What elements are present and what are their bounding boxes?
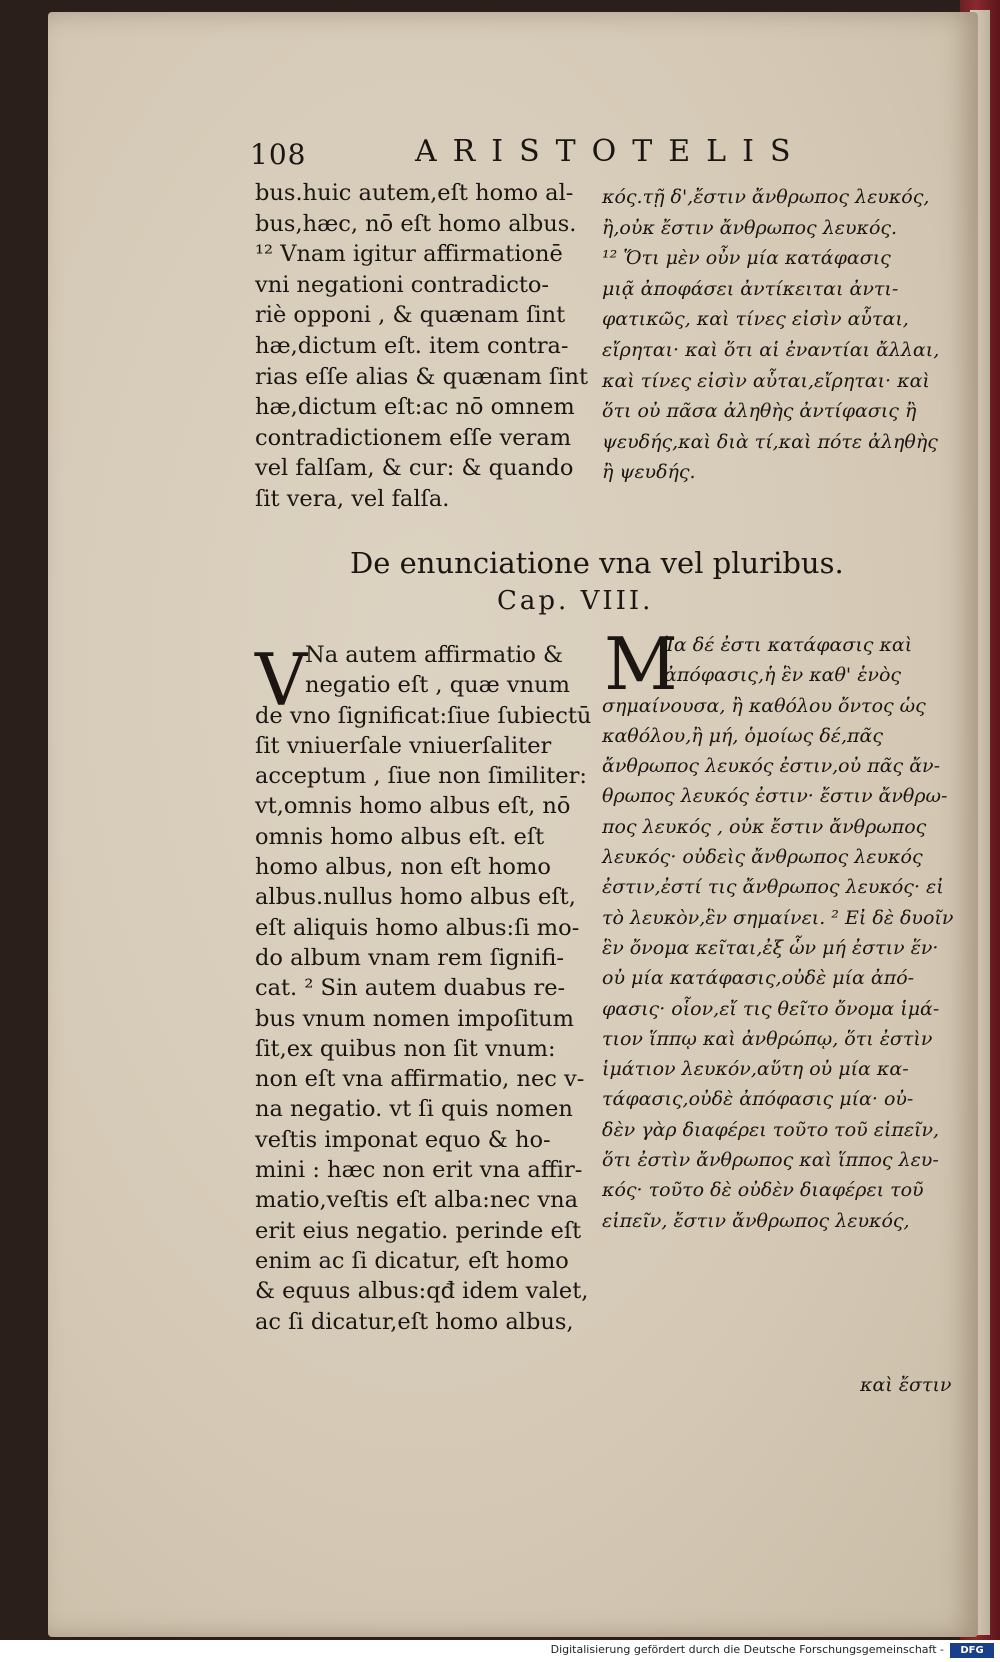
latin-line: acceptum , ſiue non ſimiliter: xyxy=(255,763,587,790)
latin-line: bus.huic autem,eſt homo al- xyxy=(255,180,574,206)
latin-line: de vno ſignificat:ſiue ſubiectū xyxy=(255,702,592,729)
catchword: καὶ ἔστιν xyxy=(860,1374,952,1396)
greek-line: Ἰα δέ ἐστι κατάφασις καὶ xyxy=(664,634,913,656)
latin-line: mini : hæc non erit vna affir- xyxy=(255,1157,583,1184)
latin-line: rias eſſe alias & quænam ſint xyxy=(255,363,589,390)
latin-line: ſit vniuerſale vniuerſaliter xyxy=(255,732,552,759)
latin-line: veſtis imponat equo & ho- xyxy=(255,1126,551,1153)
latin-dropcap: V xyxy=(255,638,307,722)
chapter-heading: Cap. VIII. xyxy=(497,586,654,616)
greek-line: εἴρηται· καὶ ὅτι αἱ ἐναντίαι ἄλλαι, xyxy=(602,338,940,361)
greek-line: οὐ μία κατάφασις,οὐδὲ μία ἀπό- xyxy=(602,967,915,990)
latin-line: ¹² Vnam igitur affirmationē xyxy=(255,241,563,268)
greek-line: ὅτι οὐ πᾶσα ἀληθὴς ἀντίφασις ἢ xyxy=(602,400,917,423)
latin-line: hæ,dictum eſt. item contra- xyxy=(255,332,569,359)
latin-line: hæ,dictum eſt:ac nō omnem xyxy=(255,394,575,421)
latin-line: homo albus, non eſt homo xyxy=(255,854,551,881)
greek-line: τιον ἵππῳ καὶ ἀνθρώπῳ, ὅτι ἐστὶν xyxy=(602,1027,933,1050)
greek-line: καθόλου,ἢ μή, ὁμοίως δέ,πᾶς xyxy=(602,724,883,747)
latin-line: matio,veſtis eſt alba:nec vna xyxy=(255,1187,578,1214)
latin-column-top xyxy=(255,178,589,515)
latin-line: non eſt vna affirmatio, nec v- xyxy=(255,1066,585,1093)
dfg-logo: DFG xyxy=(950,1643,994,1658)
greek-line: κός· τοῦτο δὲ οὐδὲν διαφέρει τοῦ xyxy=(602,1179,924,1202)
page-number: 108 xyxy=(250,138,307,171)
greek-line: ἓν ὄνομα κεῖται,ἐξ ὧν μή ἐστιν ἕν· xyxy=(602,936,939,959)
greek-line: ψευδής,καὶ διὰ τί,καὶ πότε ἀληθὴς xyxy=(602,430,938,453)
greek-line: ἢ,οὐκ ἔστιν ἄνθρωπος λευκός. xyxy=(602,216,898,239)
latin-line: bus vnum nomen impoſitum xyxy=(255,1005,574,1032)
latin-line: vel falſam, & cur: & quando xyxy=(255,455,574,482)
greek-line: ἀπόφασις,ἡ ἓν καθ' ἑνὸς xyxy=(664,664,902,687)
latin-line: omnis homo albus eſt. eſt xyxy=(255,823,545,850)
greek-line: καὶ τίνες εἰσὶν αὗται,εἴρηται· καὶ xyxy=(602,369,930,392)
greek-line: σημαίνουσα, ἢ καθόλου ὄντος ὡς xyxy=(602,694,926,717)
latin-line: Na autem affirmatio & xyxy=(305,642,564,668)
latin-line: enim ac ſi dicatur, eſt homo xyxy=(255,1247,569,1274)
greek-line: ἐστιν,ἐστί τις ἄνθρωπος λευκός· εἰ xyxy=(602,876,944,899)
latin-line: ſit,ex quibus non ſit vnum: xyxy=(255,1035,556,1062)
greek-line: εἰπεῖν, ἔστιν ἄνθρωπος λευκός, xyxy=(602,1209,910,1232)
greek-dropcap: M xyxy=(604,622,678,706)
greek-line: θρωπος λευκός ἐστιν· ἔστιν ἄνθρω- xyxy=(602,785,948,808)
latin-line: albus.nullus homo albus eſt, xyxy=(255,884,576,911)
greek-column-top xyxy=(602,182,940,488)
greek-line: τὸ λευκὸν,ἓν σημαίνει. ² Εἰ δὲ δυοῖν xyxy=(602,906,954,929)
latin-line: erit eius negatio. perinde eſt xyxy=(255,1217,582,1244)
greek-line: δὲν γὰρ διαφέρει τοῦτο τοῦ εἰπεῖν, xyxy=(602,1118,940,1141)
latin-line: riè opponi , & quænam ſint xyxy=(255,302,566,329)
latin-line: & equus albus:qđ idem valet, xyxy=(255,1278,589,1305)
latin-line: na negatio. vt ſi quis nomen xyxy=(255,1096,573,1123)
running-title: ARISTOTELIS xyxy=(415,134,807,169)
greek-column-main xyxy=(602,622,954,1236)
greek-line: τάφασις,οὐδὲ ἀπόφασις μία· οὐ- xyxy=(602,1088,914,1111)
greek-line: ¹² Ὅτι μὲν οὖν μία κατάφασις xyxy=(602,247,891,270)
latin-line: negatio eſt , quæ vnum xyxy=(305,672,570,699)
latin-line: ac ſi dicatur,eſt homo albus, xyxy=(255,1308,574,1335)
greek-line: φασις· οἷον,εἴ τις θεῖτο ὄνομα ἱμά- xyxy=(602,997,940,1020)
section-heading: De enunciatione vna vel pluribus. xyxy=(350,546,844,580)
latin-column-main xyxy=(255,640,592,1337)
latin-line: cat. ² Sin autem duabus re- xyxy=(255,975,566,1002)
latin-line: bus,hæc, nō eſt homo albus. xyxy=(255,210,577,237)
greek-line: ἱμάτιον λευκόν,αὕτη οὐ μία κα- xyxy=(602,1058,909,1081)
footer-credit: Digitalisierung gefördert durch die Deutsche Forschungsgemeinschaft - xyxy=(550,1643,944,1656)
greek-line: ἄνθρωπος λευκός ἐστιν,οὐ πᾶς ἄν- xyxy=(602,755,941,778)
latin-line: ſit vera, vel falſa. xyxy=(255,485,450,512)
latin-line: do album vnam rem ſignifi- xyxy=(255,944,564,971)
greek-line: ὅτι ἐστὶν ἄνθρωπος καὶ ἵππος λευ- xyxy=(602,1149,939,1172)
latin-line: vt,omnis homo albus eſt, nō xyxy=(255,793,571,820)
greek-line: λευκός· οὐδεὶς ἄνθρωπος λευκός xyxy=(602,846,923,869)
latin-line: vni negationi contradicto- xyxy=(255,271,550,298)
latin-line: eſt aliquis homo albus:ſi mo- xyxy=(255,914,580,941)
greek-line: ἢ ψευδής. xyxy=(602,461,696,484)
greek-line: μιᾷ ἀποφάσει ἀντίκειται ἀντι- xyxy=(602,277,899,300)
greek-line: κός.τῇ δ',ἔστιν ἄνθρωπος λευκός, xyxy=(602,186,930,208)
greek-line: φατικῶς, καὶ τίνες εἰσὶν αὗται, xyxy=(602,308,909,331)
latin-line: contradictionem eſſe veram xyxy=(255,424,572,451)
greek-line: πος λευκός , οὐκ ἔστιν ἄνθρωπος xyxy=(602,815,927,838)
